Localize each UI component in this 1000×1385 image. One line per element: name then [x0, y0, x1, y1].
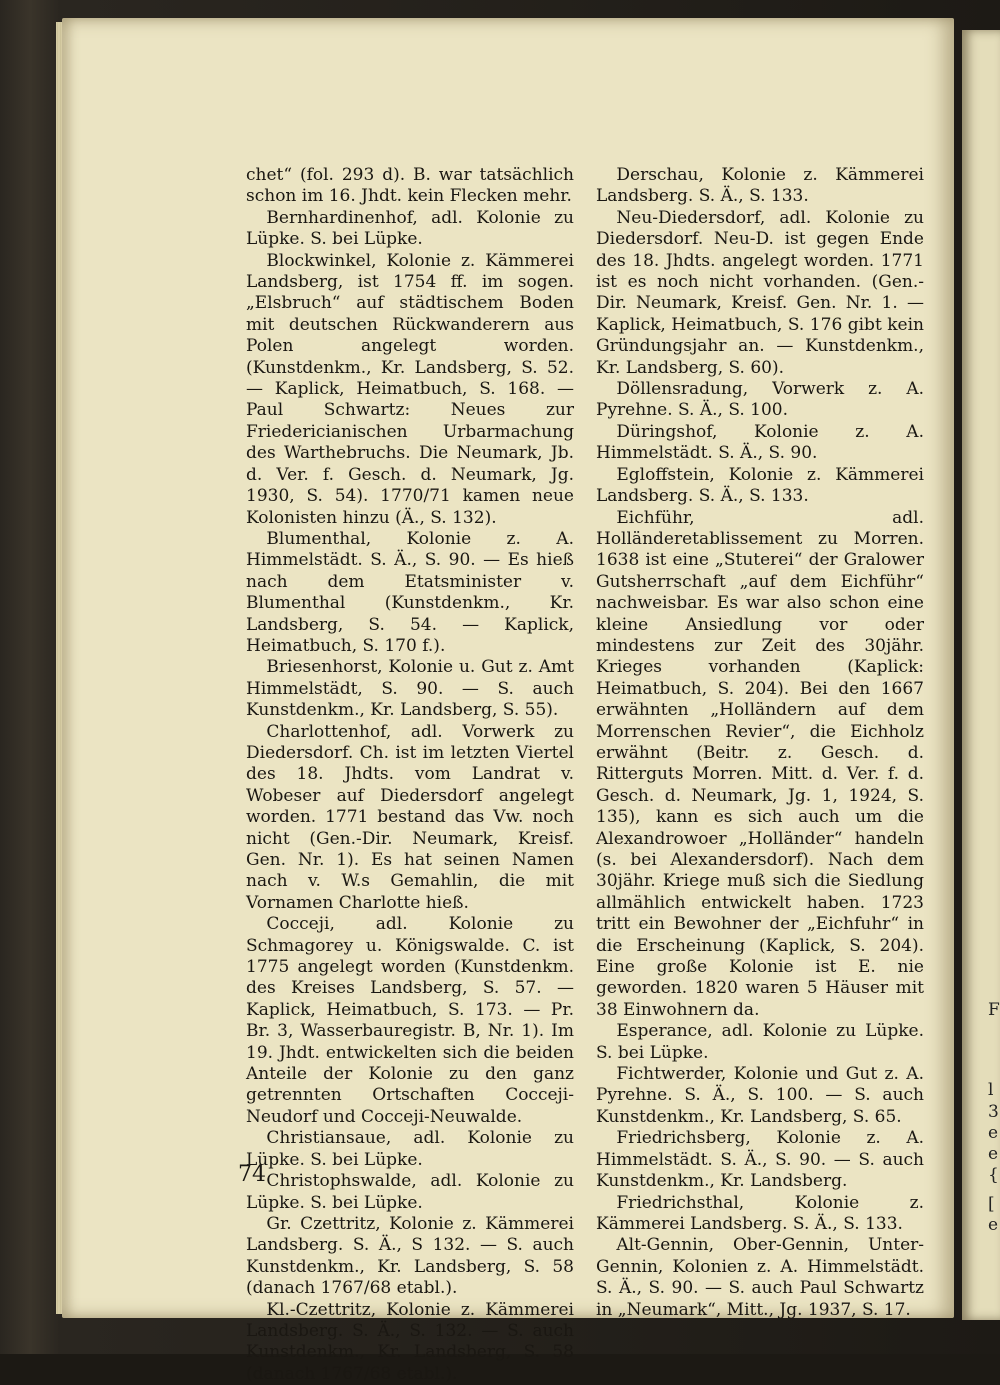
entry-text: chet“ (fol. 293 d). B. war tatsächlich schon im 16. Jhdt. kein Flecken mehr. — [246, 165, 574, 207]
entry-text: Eichführ, adl. Holländeretablissement zu Morren. 1638 ist eine „Stuterei“ der Gralower Gutsherrschaft „auf dem Eichführ“ nachweisbar. Es war also schon eine kleine Ansiedlung vor oder mindestens zur Zeit des 30jähr. Krieges vorhanden (Kaplick: Heimatbuch, S. 204). Bei den 1667 erwähnten „Holländern auf dem Morrenschen Revier“, die Eichholz erwähnt (Beitr. z. Gesch. d. Ritterguts Morren. Mitt. d. Ver. f. d. Gesch. d. Neumark, Jg. 1, 1924, S. 135), kann es sich auch um die Alexandrowoer „Holländer“ handeln (s. bei Alexandersdorf). Nach dem 30jähr. Kriege muß sich die Siedlung allmählich entwickelt haben. 1723 tritt ein Bewohner der „Eichfuhr“ in die Erscheinung (Kaplick, S. 204). Eine große Kolonie ist E. nie geworden. 1820 waren 5 Häuser mit 38 Einwohnern da. — [596, 507, 924, 1020]
entry-text: Döllensradung, Vorwerk z. A. Pyrehne. S. Ä., S. 100. — [596, 379, 924, 421]
adjacent-page-fragment: e — [988, 1144, 999, 1164]
adjacent-page-fragment: l — [988, 1080, 994, 1100]
entry-text: Esperance, adl. Kolonie zu Lüpke. S. bei Lüpke. — [596, 1021, 924, 1063]
entry-text: Charlottenhof, adl. Vorwerk zu Diedersdorf. Ch. ist im letzten Viertel des 18. Jhdts. vom Landrat v. Wobeser auf Diedersdorf angelegt worden. 1771 bestand das Vw. noch nicht (Gen.-Dir. Neumark, Kreisf. Gen. Nr. 1). Es hat seinen Namen nach v. W.s Gemahlin, die mit Vornamen Charlotte hieß. — [246, 721, 574, 913]
adjacent-page-fragment: e — [988, 1123, 999, 1143]
page-number: 74 — [238, 1162, 266, 1187]
entry-text: Christophswalde, adl. Kolonie zu Lüpke. S. bei Lüpke. — [246, 1171, 574, 1213]
adjacent-page-fragment: { — [988, 1165, 999, 1185]
entry-text: Fichtwerder, Kolonie und Gut z. A. Pyrehne. S. Ä., S. 100. — S. auch Kunstdenkm., Kr. Landsberg, S. 65. — [596, 1064, 924, 1127]
entry-text: Blumenthal, Kolonie z. A. Himmelstädt. S. Ä., S. 90. — Es hieß nach dem Etatsminister v. Blumenthal (Kunstdenkm., Kr. Landsberg, S. 54. — Kaplick, Heimatbuch, S. 170 f.). — [246, 528, 574, 656]
entry-text: Gr. Czettritz, Kolonie z. Kämmerei Landsberg. S. Ä., S 132. — S. auch Kunstdenkm., Kr. Landsberg, S. 58 (danach 1767/68 etabl.). — [246, 1213, 574, 1299]
entry-text: Cocceji, adl. Kolonie zu Schmagorey u. Königswalde. C. ist 1775 angelegt worden (Kunstdenkm. des Kreises Landsberg, S. 57. — Kaplick, Heimatbuch, S. 173. — Pr. Br. 3, Wasserbauregistr. B, Nr. 1). Im 19. Jhdt. entwickelten sich die beiden Anteile der Kolonie zu den ganz getrennten Ortschaften Cocceji-Neudorf und Cocceji-Neuwalde. — [246, 914, 574, 1127]
entry-text: Christiansaue, adl. Kolonie zu Lüpke. S. bei Lüpke. — [246, 1128, 574, 1170]
adjacent-page-fragment: F — [988, 1000, 1000, 1020]
entry-text: Briesenhorst, Kolonie u. Gut z. Amt Himmelstädt, S. 90. — S. auch Kunstdenkm., Kr. Landsberg, S. 55). — [246, 657, 574, 721]
entry-text: Egloffstein, Kolonie z. Kämmerei Landsberg. S. Ä., S. 133. — [596, 464, 924, 507]
entry-text: Friedrichsberg, Kolonie z. A. Himmelstädt. S. Ä., S. 90. — S. auch Kunstdenkm., Kr. Landsberg. — [596, 1128, 924, 1192]
entry-text: Derschau, Kolonie z. Kämmerei Landsberg. S. Ä., S. 133. — [596, 165, 924, 207]
right-column — [596, 165, 924, 1321]
entry-text: Friedrichsthal, Kolonie z. Kämmerei Landsberg. S. Ä., S. 133. — [596, 1192, 924, 1234]
entry-text: Neu-Diedersdorf, adl. Kolonie zu Diedersdorf. Neu-D. ist gegen Ende des 18. Jhdts. angelegt worden. 1771 ist es noch nicht vorhanden. (Gen.-Dir. Neumark, Kreisf. Gen. Nr. 1. — Kaplick, Heimatbuch, S. 176 gibt kein Gründungsjahr an. — Kunstdenkm., Kr. Landsberg, S. 60). — [596, 207, 924, 378]
adjacent-page-fragment: e — [988, 1215, 999, 1235]
left-column — [246, 165, 574, 1385]
entry-text: Düringshof, Kolonie z. A. Himmelstädt. S. Ä., S. 90. — [596, 421, 924, 464]
adjacent-page-fragment: [ — [988, 1194, 995, 1214]
entry-text: Blockwinkel, Kolonie z. Kämmerei Landsberg, ist 1754 ff. im sogen. „Elsbruch“ auf städtischem Boden mit deutschen Rückwanderern aus Polen angelegt worden. (Kunstdenkm., Kr. Landsberg, S. 52. — Kaplick, Heimatbuch, S. 168. — Paul Schwartz: Neues zur Friedericianischen Urbarmachung des Warthebruchs. Die Neumark, Jb. d. Ver. f. Gesch. d. Neumark, Jg. 1930, S. 54). 1770/71 kamen neue Kolonisten hinzu (Ä., S. 132). — [246, 250, 574, 528]
entry-text: Kl.-Czettritz, Kolonie z. Kämmerei Landsberg. S. Ä., S. 132. — S. auch Kunstdenkm., Kr. Landsberg, S. 58 (danach 1767/68 etabl.). — [246, 1299, 574, 1384]
entry-text: Bernhardinenhof, adl. Kolonie zu Lüpke. S. bei Lüpke. — [246, 207, 574, 250]
adjacent-page-fragment: 3 — [988, 1102, 999, 1122]
adjacent-page — [962, 30, 1000, 1320]
entry-text: Alt-Gennin, Ober-Gennin, Unter-Gennin, Kolonien z. A. Himmelstädt. S. Ä., S. 90. — S. auch Paul Schwartz in „Neumark“, Mitt., Jg. 1937, S. 17. — [596, 1235, 924, 1320]
